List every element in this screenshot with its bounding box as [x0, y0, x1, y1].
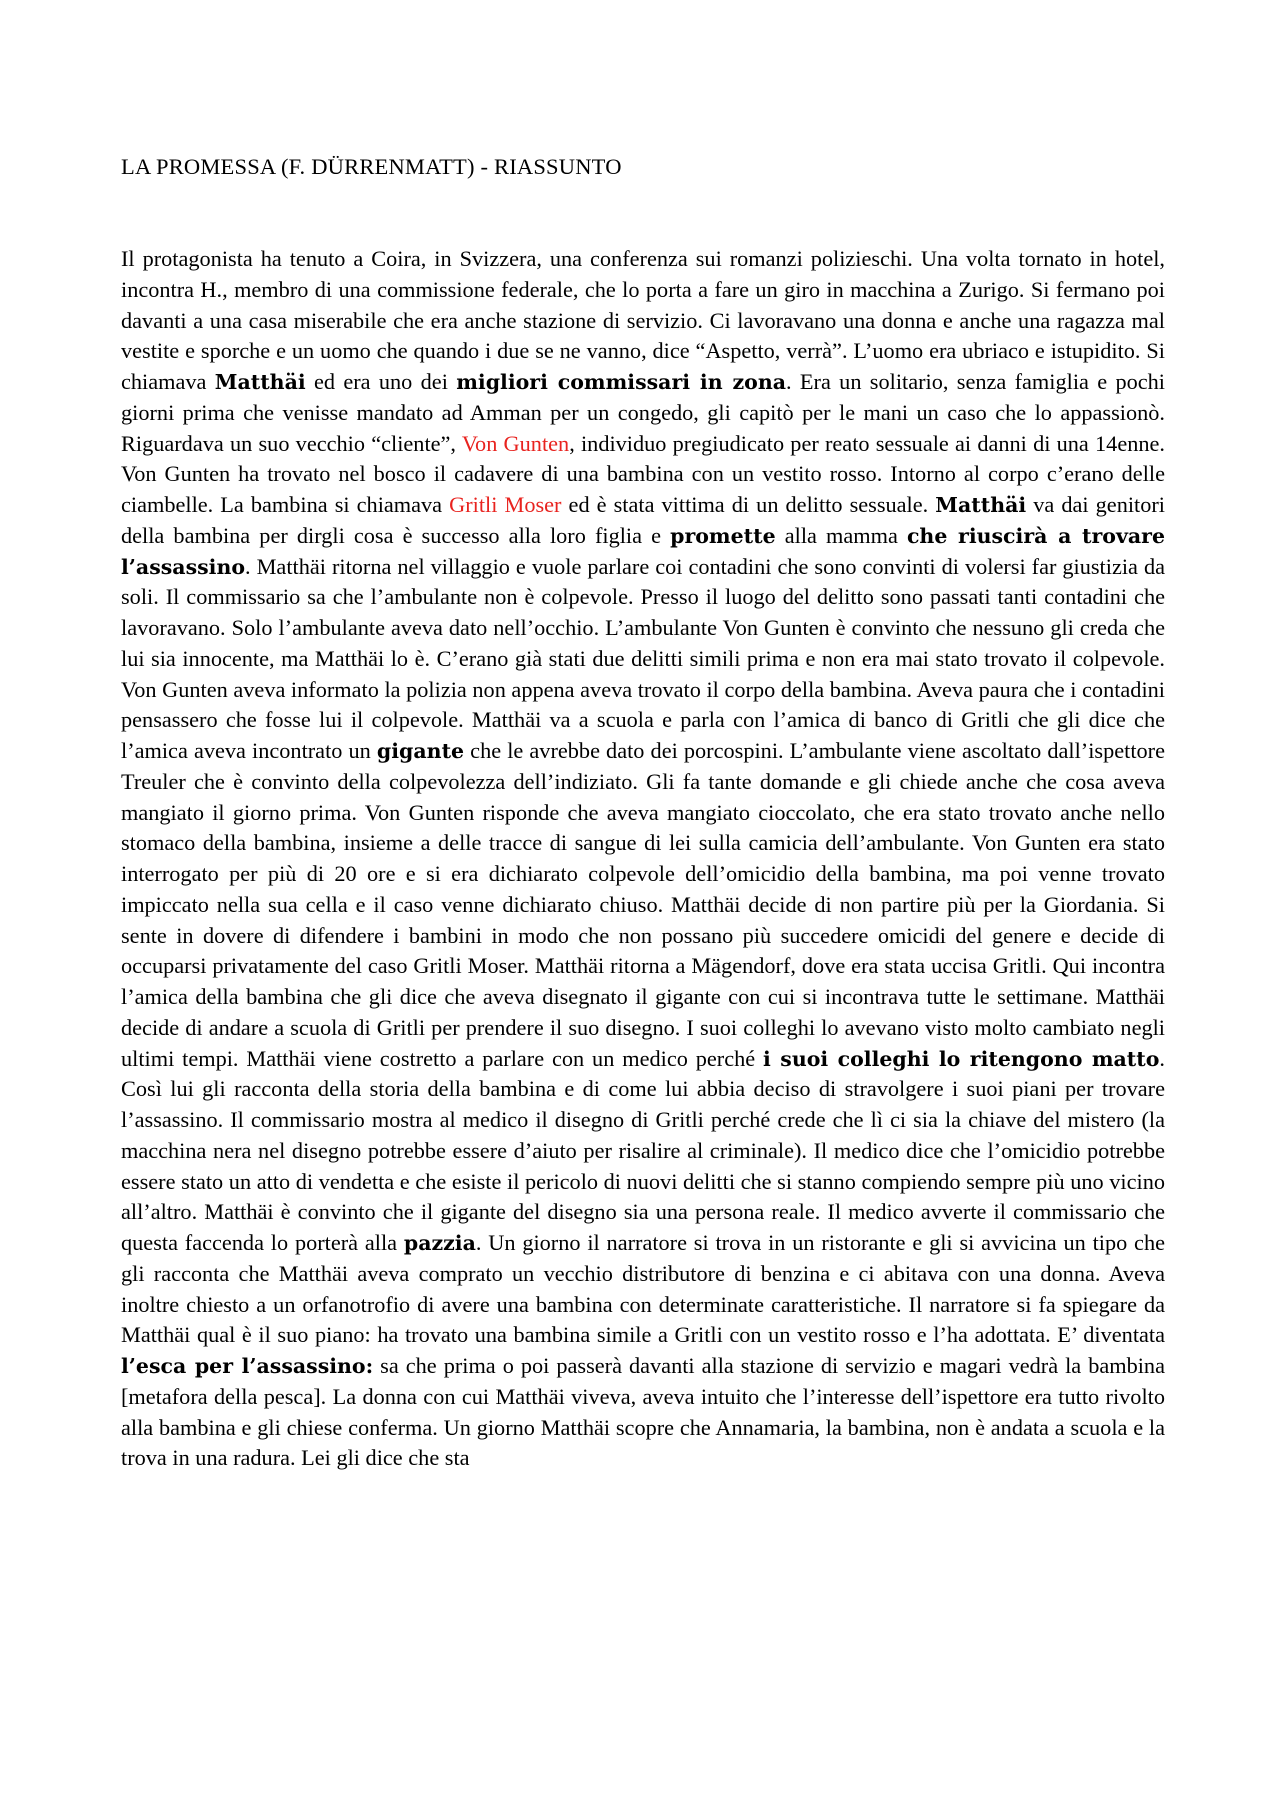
emphasis-text: pazzia	[403, 1231, 476, 1255]
text-run: ed è stata vittima di un delitto sessuale.	[561, 492, 936, 517]
text-run: che le avrebbe dato dei porcospini. L’ambulante viene ascoltato dall’ispettore Treuler che è convinto della colpevolezza dell’indiziato. Gli fa tante domande e gli chiede anche che cosa aveva mangiato il giorno prima. Von Gunten risponde che aveva mangiato cioccolato, che era stato trovato anche nello stomaco della bambina, insieme a delle tracce di sangue di lei sulla camicia dell’ambulante. Von Gunten era stato interrogato per più di 20 ore e si era dichiarato colpevole dell’omicidio della bambina, ma poi venne trovato impiccato nella sua cella e il caso venne dichiarato chiuso. Matthäi decide di non partire più per la Giordania. Si sente in dovere di difendere i bambini in modo che non possano più succedere omicidi del genere e decide di occuparsi privatamente del caso Gritli Moser. Matthäi ritorna a Mägendorf, dove era stata uccisa Gritli. Qui incontra l’amica della bambina che gli dice che aveva disegnato il gigante con cui si incontrava tutte le settimane. Matthäi decide di andare a scuola di Gritli per prendere il suo disegno. I suoi colleghi lo avevano visto molto cambiato negli ultimi tempi. Matthäi viene costretto a parlare con un medico perché	[121, 738, 1166, 1071]
text-run: va dai genitori della bambina per dirgli cosa è successo alla loro figlia e	[121, 492, 1165, 548]
emphasis-text: l’esca per l’assassino:	[121, 1354, 374, 1378]
text-run: Il protagonista ha tenuto a Coira, in Svizzera, una conferenza sui romanzi polizieschi. Una volta tornato in hotel, incontra H., membro di una commissione federale, che lo porta a fare un giro in macchina a Zurigo. Si fermano poi davanti a una casa miserabile che era anche stazione di servizio. Ci lavoravano una donna e anche una ragazza mal vestite e sporche e un uomo che quando i due se ne vanno, dice “Aspetto, verrà”. L’uomo era ubriaco e istupidito. Si chiamava	[121, 246, 1165, 394]
text-run: sa che prima o poi passerà davanti alla stazione di servizio e magari vedrà la bambina [metafora della pesca]. La donna con cui Matthäi viveva, aveva intuito che l’interesse dell’ispettore era tutto rivolto alla bambina e gli chiese conferma. Un giorno Matthäi scopre che Annamaria, la bambina, non è andata a scuola e la trova in una radura. Lei gli dice che sta	[121, 1353, 1165, 1471]
text-run: . Matthäi ritorna nel villaggio e vuole parlare coi contadini che sono convinti di volersi far giustizia da soli. Il commissario sa che l’ambulante non è colpevole. Presso il luogo del delitto sono passati tanti contadini che lavoravano. Solo l’ambulante aveva dato nell’occhio. L’ambulante Von Gunten è convinto che nessuno gli creda che lui sia innocente, ma Matthäi lo è. C’erano già stati due delitti simili prima e non era mai stato trovato il colpevole. Von Gunten aveva informato la polizia non appena aveva trovato il corpo della bambina. Aveva paura che i contadini pensassero che fosse lui il colpevole. Matthäi va a scuola e parla con l’amica di banco di Gritli che gli dice che l’amica aveva incontrato un	[121, 553, 1165, 763]
document-page	[121, 0, 1166, 1811]
emphasis-text: gigante	[376, 739, 465, 763]
emphasis-text: che riuscirà a trovare l’assassino	[121, 523, 1165, 579]
text-run: . Un giorno il narratore si trova in un ristorante e gli si avvicina un tipo che gli racconta che Matthäi aveva comprato un vecchio distributore di benzina e ci abitava con una donna. Aveva inoltre chiesto a un orfanotrofio di avere una bambina con determinate caratteristiche. Il narratore si fa spiegare da Matthäi qual è il suo piano: ha trovato una bambina simile a Gritli con un vestito rosso e l’ha adottata. E’ diventata	[121, 1230, 1166, 1348]
highlighted-name: Von Gunten	[461, 430, 570, 456]
highlighted-name: Gritli Moser	[449, 492, 562, 517]
emphasis-text: migliori commissari in zona	[456, 370, 787, 394]
emphasis-text: Matthäi	[935, 493, 1027, 517]
text-run: . Così lui gli racconta della storia della bambina e di come lui abbia deciso di stravolgere i suoi piani per trovare l’assassino. Il commissario mostra al medico il disegno di Gritli perché crede che lì ci sia la chiave del mistero (la macchina nera nel disegno potrebbe essere d’aiuto per risalire al criminale). Il medico dice che l’omicidio potrebbe essere stato un atto di vendetta e che esiste il pericolo di nuovi delitti che si stanno compiendo sempre più uno vicino all’altro. Matthäi è convinto che il gigante del disegno sia una persona reale. Il medico avverte il commissario che questa faccenda lo porterà alla	[121, 1045, 1165, 1255]
body-paragraph	[121, 244, 1165, 1474]
document-title: LA PROMESSA (F. DÜRRENMATT) - RIASSUNTO	[121, 154, 622, 179]
emphasis-text: Matthäi	[214, 370, 306, 394]
emphasis-text: promette	[670, 523, 776, 548]
text-run: alla mamma	[775, 522, 907, 548]
emphasis-text: i suoi colleghi lo ritengono matto	[763, 1046, 1160, 1071]
text-run: , individuo pregiudicato per reato sessuale ai danni di una 14enne. Von Gunten ha trovato nel bosco il cadavere di una bambina con un vestito rosso. Intorno al corpo c’erano delle ciambelle. La bambina si chiamava	[121, 430, 1165, 517]
text-run: . Era un solitario, senza famiglia e pochi giorni prima che venisse mandato ad Amman per un congedo, gli capitò per le mani un caso che lo appassionò. Riguardava un suo vecchio “cliente”,	[121, 369, 1165, 456]
text-run: ed era uno dei	[305, 369, 457, 394]
